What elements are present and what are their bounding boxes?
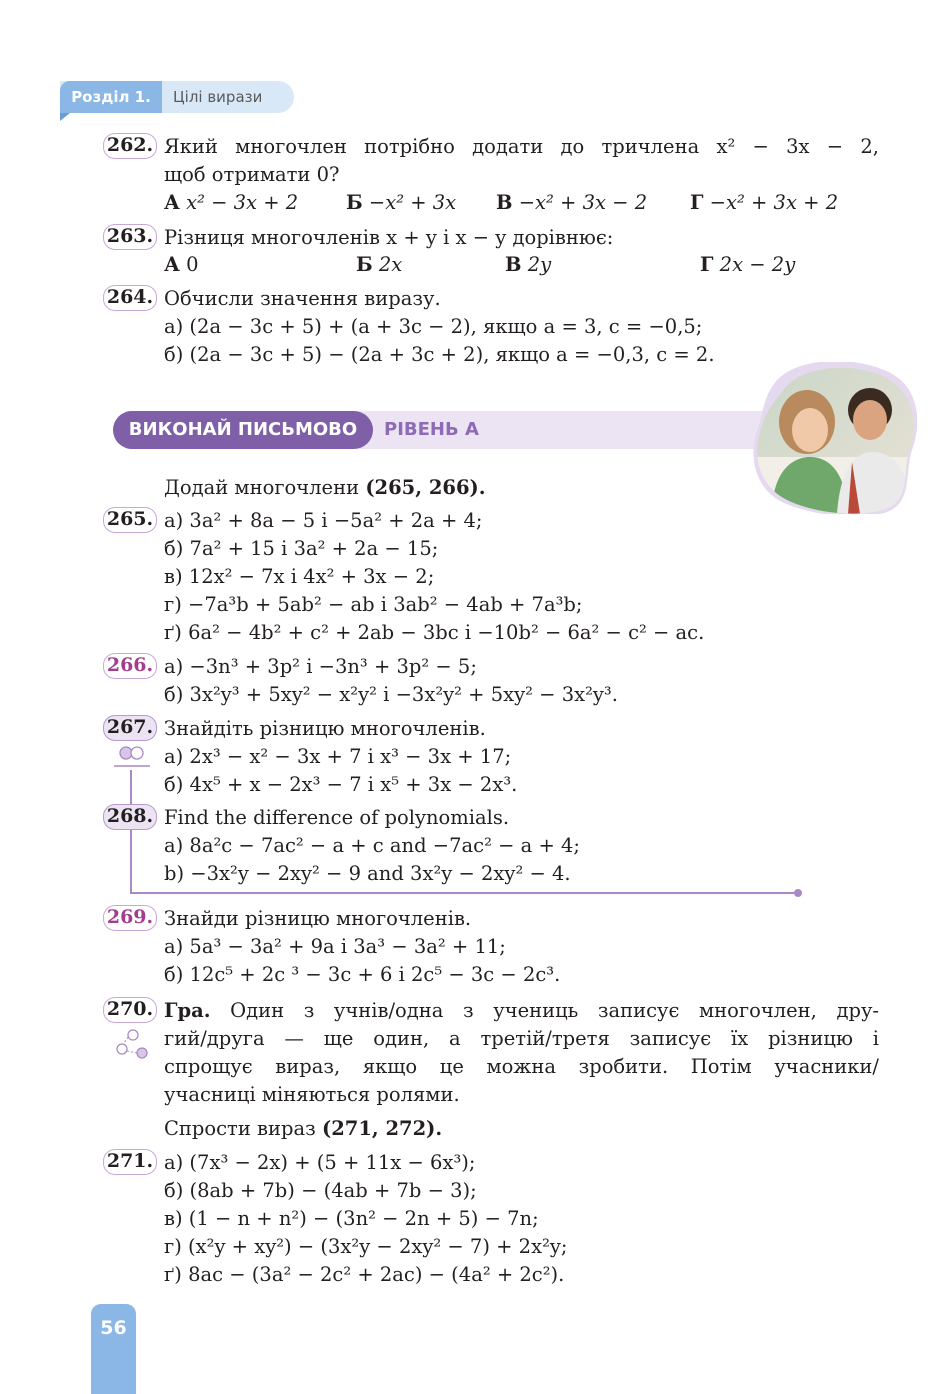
exercise-item: в) (1 − n + n²) − (3n² − 2n + 5) − 7n; xyxy=(164,1207,539,1230)
answer-option: В 2y xyxy=(505,253,552,276)
section-banner xyxy=(113,411,803,449)
exercise-text: Який многочлен потрібно додати до тричлена x² − 3x − 2, xyxy=(164,135,879,158)
exercise-number: 265. xyxy=(103,507,157,533)
exercise-item: ґ) 8ac − (3a² − 2c² + 2ac) − (4a² + 2c²). xyxy=(164,1263,565,1286)
exercise-text: щоб отримати 0? xyxy=(164,163,340,186)
answer-option: Б 2x xyxy=(356,253,403,276)
chapter-label: Розділ 1. xyxy=(60,81,162,113)
exercise-number: 262. xyxy=(103,133,157,159)
section-intro: Спрости вираз (271, 272). xyxy=(164,1117,443,1140)
exercise-text: Обчисли значення виразу. xyxy=(164,287,441,310)
exercise-number: 264. xyxy=(103,285,157,311)
group-bracket xyxy=(130,892,798,894)
exercise-item: г) −7a³b + 5ab² − ab і 3ab² − 4ab + 7a³b; xyxy=(164,593,583,616)
exercise-number: 271. xyxy=(103,1149,157,1175)
exercise-item: г) (x²y + xy²) − (3x²y − 2xy² − 7) + 2x²y; xyxy=(164,1235,568,1258)
exercise-number: 267. xyxy=(103,715,157,741)
answer-option: А x² − 3x + 2 xyxy=(164,191,299,214)
pair-work-icon xyxy=(112,744,152,770)
answer-option: Г −x² + 3x + 2 xyxy=(690,191,839,214)
exercise-number: 263. xyxy=(103,224,157,250)
chapter-tab xyxy=(60,81,294,113)
exercise-item: а) (7x³ − 2x) + (5 + 11x − 6x³); xyxy=(164,1151,476,1174)
answer-option: А 0 xyxy=(164,253,199,276)
exercise-item: б) (8ab + 7b) − (4ab + 7b − 3); xyxy=(164,1179,477,1202)
exercise-text: учасниці міняються ролями. xyxy=(164,1083,460,1106)
exercise-item: б) 7a² + 15 і 3a² + 2a − 15; xyxy=(164,537,439,560)
answer-option: В −x² + 3x − 2 xyxy=(496,191,648,214)
exercise-item: б) (2a − 3c + 5) − (2a + 3c + 2), якщо a = −0,3, c = 2. xyxy=(164,343,715,366)
exercise-item: б) 12c⁵ + 2c ³ − 3c + 6 і 2c⁵ − 3c − 2c³. xyxy=(164,963,561,986)
exercise-number: 268. xyxy=(103,804,157,830)
exercise-item: а) 3a² + 8a − 5 і −5a² + 2a + 4; xyxy=(164,509,483,532)
game-icon xyxy=(114,1027,152,1063)
exercise-item: в) 12x² − 7x і 4x² + 3x − 2; xyxy=(164,565,435,588)
exercise-item: a) 8a²c − 7ac² − a + c and −7ac² − a + 4; xyxy=(164,834,580,857)
banner-level: РІВЕНЬ А xyxy=(384,419,479,440)
group-bracket xyxy=(130,770,132,894)
exercise-text: Find the difference of polynomials. xyxy=(164,806,510,829)
exercise-text: спрощує вираз, якщо це можна зробити. Потім учасники/ xyxy=(164,1055,879,1078)
page-number: 56 xyxy=(91,1304,136,1394)
exercise-item: а) 2x³ − x² − 3x + 7 і x³ − 3x + 17; xyxy=(164,745,512,768)
exercise-text: Знайдіть різницю многочленів. xyxy=(164,717,486,740)
exercise-item: а) 5a³ − 3a² + 9a і 3a³ − 3a² + 11; xyxy=(164,935,506,958)
answer-option: Б −x² + 3x xyxy=(346,191,457,214)
exercise-item: а) −3n³ + 3p² і −3n³ + 3p² − 5; xyxy=(164,655,477,678)
exercise-text: Знайди різницю многочленів. xyxy=(164,907,472,930)
exercise-text: Гра. Один з учнів/одна з учениць записує многочлен, дру- xyxy=(164,999,880,1022)
exercise-item: ґ) 6a² − 4b² + c² + 2ab − 3bc і −10b² − 6a² − c² − ac. xyxy=(164,621,705,644)
exercise-item: б) 4x⁵ + x − 2x³ − 7 і x⁵ + 3x − 2x³. xyxy=(164,773,518,796)
exercise-text: Різниця многочленів x + y і x − y дорівнює: xyxy=(164,226,614,249)
chapter-title: Цілі вирази xyxy=(173,88,263,106)
answer-option: Г 2x − 2y xyxy=(700,253,796,276)
students-photo xyxy=(752,362,917,514)
banner-title: ВИКОНАЙ ПИСЬМОВО xyxy=(113,411,373,449)
group-bracket-dot xyxy=(794,889,802,897)
exercise-item: b) −3x²y − 2xy² − 9 and 3x²y − 2xy² − 4. xyxy=(164,862,571,885)
tab-fold xyxy=(60,113,70,121)
exercise-item: а) (2a − 3c + 5) + (a + 3c − 2), якщо a = 3, c = −0,5; xyxy=(164,315,703,338)
exercise-number: 266. xyxy=(103,653,157,679)
section-intro: Додай многочлени (265, 266). xyxy=(164,476,486,499)
exercise-text: гий/друга — ще один, а третій/третя записує їх різницю і xyxy=(164,1027,879,1050)
exercise-item: б) 3x²y³ + 5xy² − x²y² і −3x²y² + 5xy² − 3x²y³. xyxy=(164,683,618,706)
exercise-number: 269. xyxy=(103,905,157,931)
exercise-number: 270. xyxy=(103,997,157,1023)
